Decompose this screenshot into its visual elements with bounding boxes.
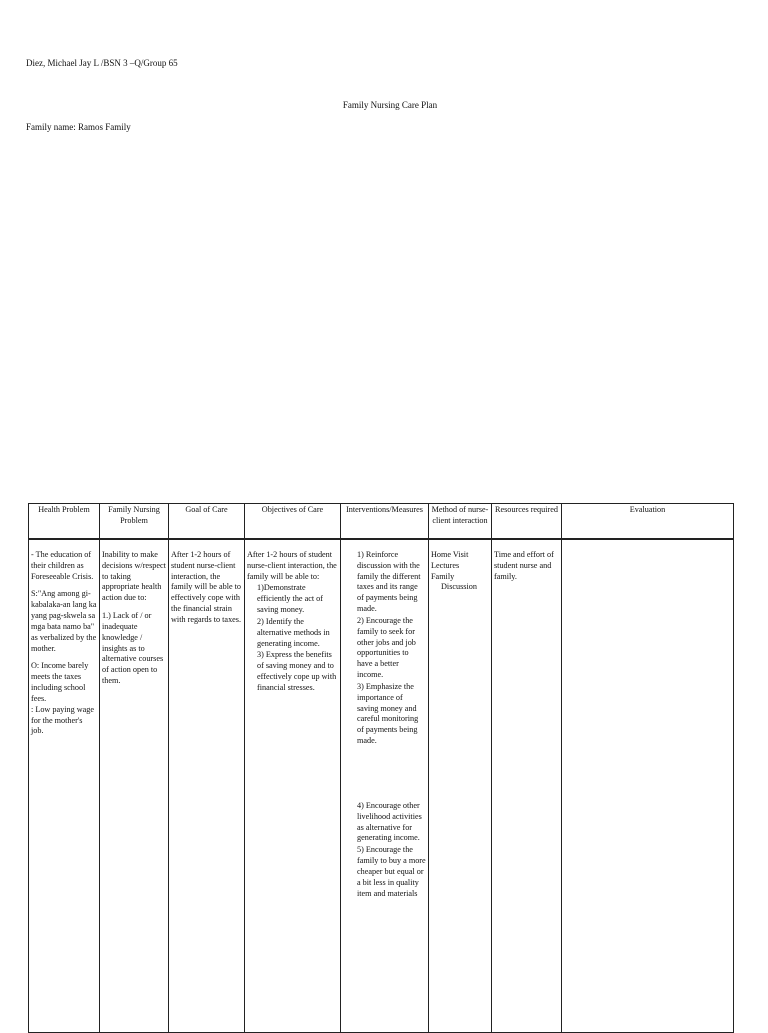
col-header-evaluation: Evaluation <box>562 504 734 540</box>
family-problem-text: Inability to make decisions w/respect to taking appropriate health action due to: <box>102 550 166 603</box>
method-3: Family <box>431 571 455 581</box>
col-header-objectives-of-care: Objectives of Care <box>245 504 341 540</box>
cell-interventions <box>341 539 429 1033</box>
cell-objectives-of-care <box>245 539 341 1033</box>
intervention-3: 3) Emphasize the importance of saving money and careful monitoring of payments being made. <box>357 681 419 746</box>
resources-text: Time and effort of student nurse and family. <box>494 550 554 581</box>
method-4: Discussion <box>441 582 477 592</box>
cell-goal-of-care <box>169 539 245 1033</box>
col-header-resources: Resources required <box>492 504 562 540</box>
col-header-goal-of-care: Goal of Care <box>169 504 245 540</box>
cell-health-problem <box>29 539 100 1033</box>
objective-cue: O: Income barely meets the taxes including school fees. <box>31 661 89 703</box>
document-title: Family Nursing Care Plan <box>342 100 438 110</box>
objectives-intro: After 1-2 hours of student nurse-client interaction, the family will be able to: <box>247 550 337 581</box>
objective-cue-2: : Low paying wage for the mother's job. <box>31 704 94 736</box>
objective-2: 2) Identify the alternative methods in generating income. <box>257 616 330 648</box>
family-problem-cause: 1.) Lack of / or inadequate knowledge / insights as to alternative courses of action open to them. <box>102 611 164 686</box>
goal-text: After 1-2 hours of student nurse-client interaction, the family will be able to effectively cope with the financial strain with regards to taxes. <box>171 550 242 624</box>
objective-1: 1)Demonstrate efficiently the act of saving money. <box>257 583 323 615</box>
cell-method <box>429 539 492 1033</box>
intervention-4: 4) Encourage other livelihood activities as alternative for generating income. <box>357 800 422 843</box>
col-header-interventions: Interventions/Measures <box>341 504 429 540</box>
subjective-cue: S:"Ang among gi-kabalaka-an lang ka yang pag-skwela sa mga bata namo ba" as verbalized by the mother. <box>31 589 97 653</box>
col-header-family-nursing-problem: Family Nursing Problem <box>100 504 169 540</box>
intervention-2: 2) Encourage the family to seek for other jobs and job opportunities to have a better income. <box>357 615 416 680</box>
col-header-health-problem: Health Problem <box>29 504 100 540</box>
objective-3: 3) Express the benefits of saving money and to effectively cope up with financial stresses. <box>257 650 337 692</box>
care-plan-table <box>28 503 734 1033</box>
cell-evaluation <box>562 539 734 1033</box>
method-1: Home Visit <box>431 550 469 559</box>
family-name: Family name: Ramos Family <box>26 122 131 132</box>
method-2: Lectures <box>431 560 460 570</box>
intervention-5: 5) Encourage the family to buy a more cheaper but equal or a bit less in quality item and materials <box>357 845 426 898</box>
table-row <box>29 539 734 1033</box>
cell-resources <box>492 539 562 1033</box>
health-problem-text: - The education of their children as Foreseeable Crisis. <box>31 550 94 581</box>
author-line: Diez, Michael Jay L /BSN 3 –Q/Group 65 <box>26 58 178 68</box>
intervention-1: 1) Reinforce discussion with the family the different taxes and its range of payments being made. <box>357 550 421 614</box>
cell-family-nursing-problem <box>100 539 169 1033</box>
table-header-row <box>29 504 734 540</box>
col-header-method: Method of nurse- client interaction <box>429 504 492 540</box>
